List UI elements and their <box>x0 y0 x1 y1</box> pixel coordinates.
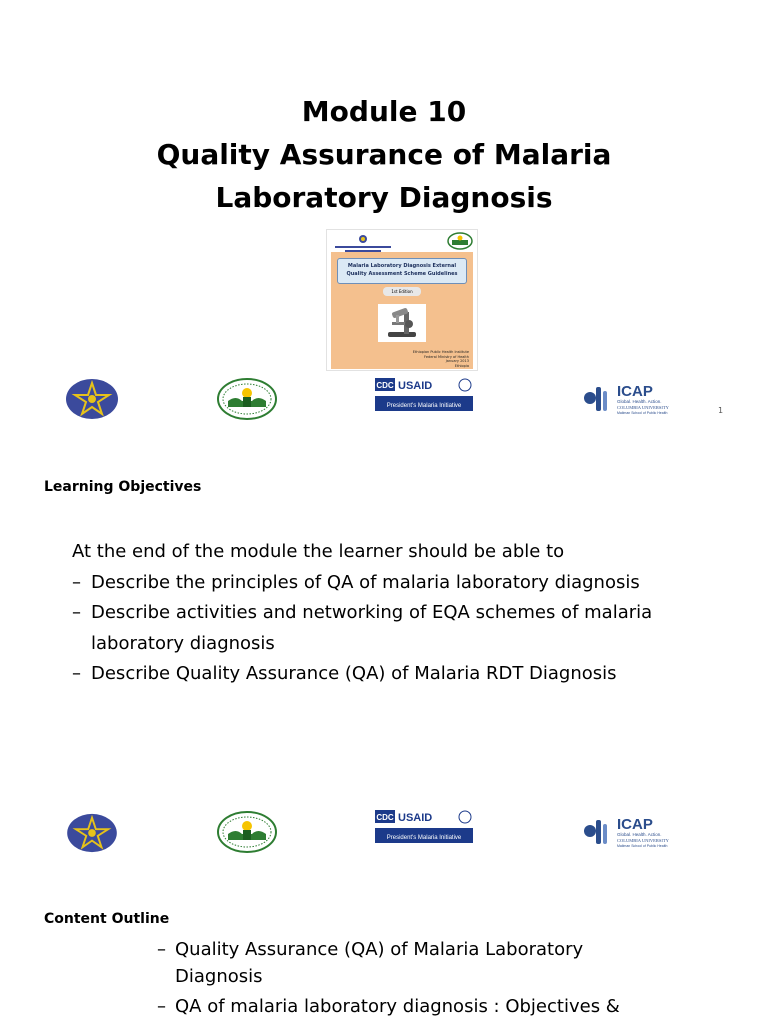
list-item: – Describe Quality Assurance (QA) of Malaria RDT Diagnosis <box>72 659 712 690</box>
cdc-usaid-pmi-logo-icon <box>375 810 475 844</box>
guideline-cover-image <box>326 229 478 371</box>
outline-list <box>157 936 620 1023</box>
list-item: – QA of malaria laboratory diagnosis : Objectives & <box>157 993 617 1020</box>
title-line-2: Quality Assurance of Malaria <box>156 138 612 171</box>
icap-school: Mailman School of Public Health <box>617 411 668 415</box>
icap-text: ICAP <box>617 816 653 833</box>
dash-bullet: – <box>157 996 166 1017</box>
cdc-text: CDC <box>376 381 394 390</box>
icap-tagline: Global. Health. Action. <box>617 399 662 404</box>
icap-logo-icon <box>582 814 688 848</box>
dash-bullet: – <box>72 571 81 593</box>
dash-bullet: – <box>157 939 166 960</box>
icap-tagline: Global. Health. Action. <box>617 832 662 837</box>
objectives-intro: At the end of the module the learner should be able to <box>72 541 565 562</box>
microscope-icon <box>378 304 426 342</box>
learning-objectives-heading: Learning Objectives <box>44 479 202 495</box>
ehnri-small-logo-icon <box>447 232 473 250</box>
content-outline-heading: Content Outline <box>44 911 170 927</box>
icap-logo-icon <box>582 381 688 415</box>
usaid-text: USAID <box>398 380 433 392</box>
cover-edition: 1st Edition <box>383 287 421 296</box>
list-item: – Describe the principles of QA of malaria laboratory diagnosis <box>72 568 712 599</box>
list-item: – Quality Assurance (QA) of Malaria Laboratory Diagnosis <box>157 936 617 990</box>
cover-body <box>331 252 473 369</box>
ministry-header-icon <box>333 234 393 254</box>
title-line-1: Module 10 <box>301 95 467 128</box>
icap-university: COLUMBIA UNIVERSITY <box>617 838 669 843</box>
cover-title: Malaria Laboratory Diagnosis External Quality Assessment Scheme Guidelines <box>337 258 467 284</box>
icap-university: COLUMBIA UNIVERSITY <box>617 405 669 410</box>
ethiopia-emblem-icon <box>65 377 119 421</box>
pmi-text: President's Malaria Initiative <box>386 403 462 409</box>
ethiopia-emblem-icon <box>65 812 119 854</box>
ehnri-logo-icon <box>216 810 278 854</box>
module-title <box>0 90 768 219</box>
cdc-usaid-pmi-logo-icon <box>375 378 475 412</box>
dash-bullet: – <box>72 602 81 623</box>
icap-text: ICAP <box>617 383 653 400</box>
slide-number: 1 <box>718 406 724 415</box>
cdc-text: CDC <box>376 813 394 822</box>
pmi-text: President's Malaria Initiative <box>386 835 462 841</box>
usaid-text: USAID <box>398 812 433 824</box>
icap-school: Mailman School of Public Health <box>617 844 668 848</box>
dash-bullet: – <box>72 663 81 684</box>
list-item: – Describe activities and networking of EQA schemes of malaria laboratory diagnosis <box>72 598 712 659</box>
cover-footer: Ethiopian Public Health Institute Federal Ministry of Health January 2013 Ethiopia <box>412 350 469 368</box>
objectives-list <box>72 537 712 690</box>
ehnri-logo-icon <box>216 377 278 421</box>
title-line-3: Laboratory Diagnosis <box>215 181 553 214</box>
